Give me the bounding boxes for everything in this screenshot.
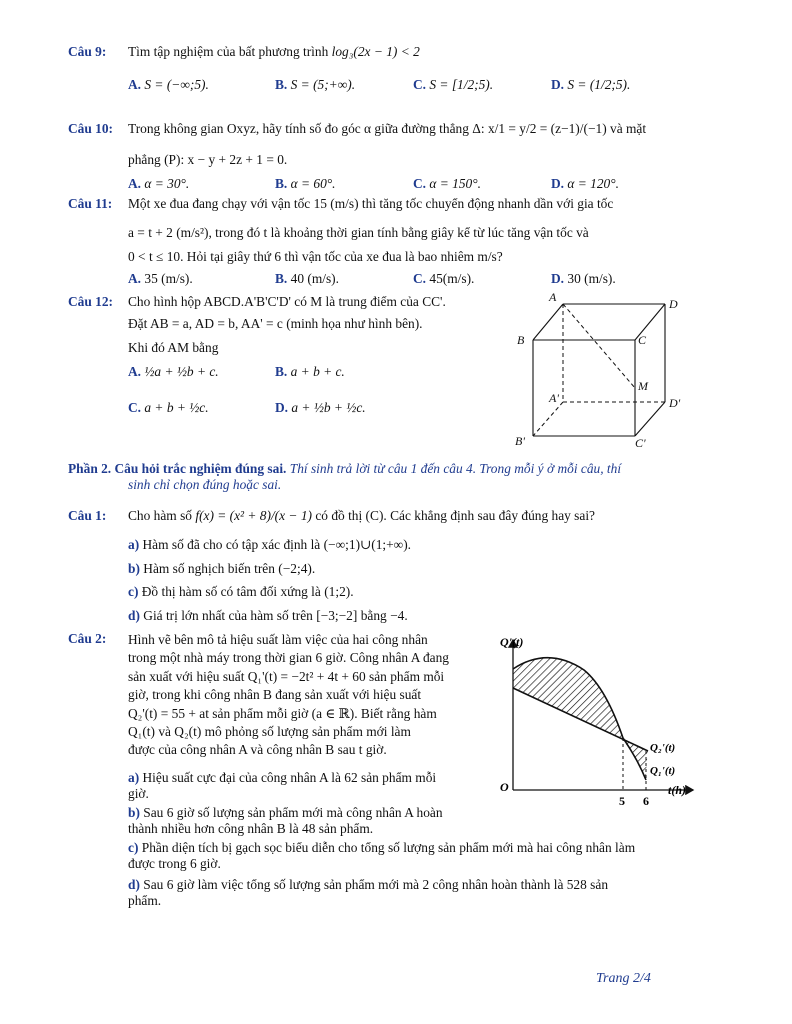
q11-line3: 0 < t ≤ 10. Hỏi tại giây thứ 6 thì vận tốc của xe đua là bao nhiêm m/s? [128, 249, 503, 264]
q10-opt-a: A. α = 30°. [128, 176, 190, 191]
label-B: B [517, 333, 525, 347]
label-B1: B' [515, 434, 525, 448]
label-C: C [638, 333, 647, 347]
label-D: D [669, 297, 678, 311]
q10-block [68, 121, 113, 137]
q9-opt-a: A. S = (−∞;5). [128, 77, 209, 92]
q9-block [68, 44, 106, 60]
edge-AB [533, 304, 563, 340]
q11-line2: a = t + 2 (m/s²), trong đó t là khoảng thời gian tính bằng giây kể từ lúc tăng vận tốc và [128, 225, 589, 240]
p2q2-item-d: d) Sau 6 giờ làm việc tổng số lượng sản phẩm mới mà 2 công nhân hoàn thành là 528 sản phẩm. [128, 877, 609, 908]
q11-opt-b: B. 40 (m/s). [275, 271, 339, 286]
q11-opt-c: C. 45(m/s). [413, 271, 475, 286]
q11-line1: Một xe đua đang chạy với vận tốc 15 (m/s) thì tăng tốc chuyển động nhanh dần với gia tốc [128, 196, 614, 211]
q9-stem-line [128, 44, 420, 60]
label-D1: D' [669, 396, 681, 410]
q10-opt-c: C. α = 150°. [413, 176, 481, 191]
p2q1-func: f(x) = (x² + 8)/(x − 1) [195, 508, 312, 523]
p2q2-item-a: a) Hiệu suất cực đại của công nhân A là 62 sản phẩm mỗi giờ. [128, 770, 437, 801]
part2-instr1: Thí sinh trả lời từ câu 1 đến câu 4. Trong mỗi ý ở mỗi câu, thí [289, 461, 622, 476]
label-A: A [549, 290, 557, 304]
q12-label: Câu 12: [68, 294, 114, 309]
q9-opt-b: B. S = (5;+∞). [275, 77, 356, 92]
q12-line2: Đặt AB = a, AD = b, AA' = c (minh họa như hình bên). [128, 316, 423, 331]
q11-label: Câu 11: [68, 196, 113, 211]
q12-opt-b: B. a + b + c. [275, 364, 345, 379]
q9-math: log₃(2x − 1) < 2 [331, 44, 420, 59]
q12-opt-d: D. a + ½b + ½c. [275, 400, 366, 415]
tick-5: 5 [619, 794, 625, 808]
y-axis-label: Q'(t) [500, 635, 524, 649]
q12-opt-c: C. a + b + ½c. [128, 400, 209, 415]
p2q1-block [68, 508, 106, 524]
label-M: M [638, 379, 648, 393]
part2-instr2: sinh chỉ chọn đúng hoặc sai. [128, 477, 282, 492]
origin-label: O [500, 780, 509, 794]
q10-line1: Trong không gian Oxyz, hãy tính số đo góc α giữa đường thẳng Δ: x/1 = y/2 = (z−1)/(−1) và mặt [128, 121, 647, 136]
parallelepiped-figure [505, 290, 705, 450]
label-C1: C' [635, 436, 646, 450]
p2q1-stem: Cho hàm số f(x) = (x² + 8)/(x − 1) có đồ thị (C). Các khẳng định sau đây đúng hay sai? [128, 508, 595, 523]
part2-header [68, 461, 621, 477]
q12-line1: Cho hình hộp ABCD.A'B'C'D' có M là trung điểm của CC'. [128, 294, 446, 309]
label-A1: A' [549, 391, 559, 405]
p2q1-item-d: d) Giá trị lớn nhất của hàm số trên [−3;−2] bằng −4. [128, 608, 408, 623]
page-number: Trang 2/4 [596, 971, 651, 986]
segment-AM [563, 304, 635, 388]
edge-C1D1 [635, 402, 665, 436]
part2-title: Phần 2. Câu hỏi trắc nghiệm đúng sai. [68, 461, 287, 476]
q10-label: Câu 10: [68, 121, 114, 136]
p2q1-item-c: c) Đồ thị hàm số có tâm đối xứng là (1;2). [128, 584, 354, 599]
tick-6: 6 [643, 794, 649, 808]
p2q2-stem: Hình vẽ bên mô tả hiệu suất làm việc của hai công nhân trong một nhà máy trong thời gian 6 giờ. Công nhân A đang sản xuất với hiệu suất Q₁'(t) = −2t² + 4t + 60 sản phẩm mỗi giờ, trong khi công nhân B đang sản xuất với hiệu suất Q₂'(t) = 55 + at sản phẩm mỗi giờ (a ∈ ℝ). Biết rằng hàm Q₁(t) và Q₂(t) mô phỏng số lượng sản phẩm mới làm được của công nhân A và công nhân B sau t giờ. [128, 632, 450, 758]
q10-opt-b: B. α = 60°. [275, 176, 336, 191]
p2q2-block [68, 631, 106, 647]
q11-opt-d: D. 30 (m/s). [551, 271, 616, 286]
q9-opt-d: D. S = (1/2;5). [551, 77, 631, 92]
q9-label: Câu 9: [68, 44, 107, 59]
q11-opt-a: A. 35 (m/s). [128, 271, 193, 286]
q10-opt-d: D. α = 120°. [551, 176, 619, 191]
curve1-label: Q₁'(t) [650, 765, 676, 777]
q12-opt-a: A. ½a + ½b + c. [128, 364, 219, 379]
q10-line2: phẳng (P): x − y + 2z + 1 = 0. [128, 152, 288, 167]
q12-line3: Khi đó AM bằng [128, 340, 219, 355]
p2q2-item-b: b) Sau 6 giờ số lượng sản phẩm mới mà công nhân A hoàn thành nhiều hơn công nhân B là 48 sản phẩm. [128, 805, 443, 836]
q9-stem: Tìm tập nghiệm của bất phương trình [128, 44, 329, 59]
q9-opt-c: C. S = [1/2;5). [413, 77, 494, 92]
q12-block [68, 294, 113, 310]
p2q2-label: Câu 2: [68, 631, 107, 646]
productivity-graph [488, 628, 710, 814]
x-axis-label: t(h) [668, 783, 686, 797]
p2q2-item-c: c) Phần diện tích bị gạch sọc biểu diễn cho tổng số lượng sản phẩm mới mà hai công nhân làm được trong 6 giờ. [128, 840, 636, 871]
q11-block [68, 196, 112, 212]
p2q1-label: Câu 1: [68, 508, 107, 523]
edge-A1B1 [533, 402, 563, 436]
p2q1-item-a: a) Hàm số đã cho có tập xác định là (−∞;1)∪(1;+∞). [128, 537, 412, 552]
curve2-label: Q₂'(t) [650, 742, 676, 754]
p2q1-item-b: b) Hàm số nghịch biến trên (−2;4). [128, 561, 316, 576]
